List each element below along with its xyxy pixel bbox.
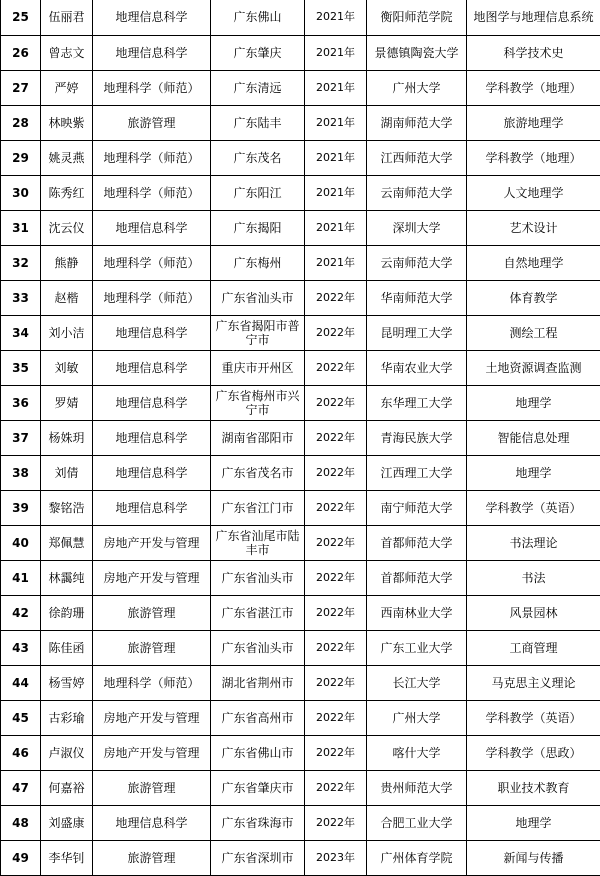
cell-name: 刘倩: [41, 455, 93, 490]
cell-origin: 广东清远: [211, 70, 305, 105]
cell-major: 房地产开发与管理: [93, 700, 211, 735]
cell-name: 陈佳函: [41, 630, 93, 665]
cell-target-major: 科学技术史: [467, 35, 600, 70]
cell-target-major: 书法: [467, 560, 600, 595]
table-row: [1, 210, 600, 245]
cell-target-major: 旅游地理学: [467, 105, 600, 140]
cell-target-major: 测绘工程: [467, 315, 600, 350]
cell-origin: 广东梅州: [211, 245, 305, 280]
cell-year: 2021年: [305, 245, 367, 280]
cell-target-major: 工商管理: [467, 630, 600, 665]
cell-year: 2021年: [305, 210, 367, 245]
cell-target-major: 风景园林: [467, 595, 600, 630]
cell-origin: 广东省高州市: [211, 700, 305, 735]
cell-number: 40: [1, 525, 41, 560]
table-row: [1, 350, 600, 385]
cell-major: 地理信息科学: [93, 0, 211, 35]
cell-school: 长江大学: [367, 665, 467, 700]
cell-year: 2022年: [305, 595, 367, 630]
cell-name: 刘盛康: [41, 805, 93, 840]
table-row: [1, 805, 600, 840]
cell-name: 罗婧: [41, 385, 93, 420]
cell-target-major: 人文地理学: [467, 175, 600, 210]
cell-number: 30: [1, 175, 41, 210]
cell-year: 2022年: [305, 315, 367, 350]
table-row: [1, 245, 600, 280]
cell-name: 沈云仪: [41, 210, 93, 245]
cell-major: 地理科学（师范）: [93, 280, 211, 315]
cell-number: 35: [1, 350, 41, 385]
cell-name: 伍丽君: [41, 0, 93, 35]
table-row: [1, 840, 600, 875]
cell-origin: 广东揭阳: [211, 210, 305, 245]
table-row: [1, 630, 600, 665]
cell-school: 江西师范大学: [367, 140, 467, 175]
cell-year: 2022年: [305, 700, 367, 735]
cell-major: 旅游管理: [93, 630, 211, 665]
cell-number: 42: [1, 595, 41, 630]
cell-major: 地理信息科学: [93, 455, 211, 490]
cell-year: 2022年: [305, 525, 367, 560]
cell-name: 杨姝玥: [41, 420, 93, 455]
cell-origin: 广东省汕头市: [211, 630, 305, 665]
cell-school: 广州体育学院: [367, 840, 467, 875]
cell-number: 27: [1, 70, 41, 105]
cell-target-major: 地理学: [467, 455, 600, 490]
cell-major: 旅游管理: [93, 770, 211, 805]
cell-year: 2021年: [305, 35, 367, 70]
cell-school: 西南林业大学: [367, 595, 467, 630]
cell-target-major: 土地资源调查监测: [467, 350, 600, 385]
cell-origin: 广东肇庆: [211, 35, 305, 70]
cell-number: 46: [1, 735, 41, 770]
cell-year: 2022年: [305, 770, 367, 805]
cell-major: 地理信息科学: [93, 315, 211, 350]
cell-major: 地理信息科学: [93, 490, 211, 525]
cell-major: 旅游管理: [93, 840, 211, 875]
table-row: [1, 35, 600, 70]
cell-name: 姚灵燕: [41, 140, 93, 175]
cell-number: 31: [1, 210, 41, 245]
table-row: [1, 420, 600, 455]
cell-school: 东华理工大学: [367, 385, 467, 420]
cell-major: 地理信息科学: [93, 210, 211, 245]
cell-major: 地理科学（师范）: [93, 140, 211, 175]
cell-number: 25: [1, 0, 41, 35]
cell-target-major: 学科教学（地理）: [467, 70, 600, 105]
cell-school: 华南师范大学: [367, 280, 467, 315]
cell-name: 熊静: [41, 245, 93, 280]
cell-major: 旅游管理: [93, 105, 211, 140]
cell-school: 贵州师范大学: [367, 770, 467, 805]
cell-number: 48: [1, 805, 41, 840]
cell-major: 地理信息科学: [93, 350, 211, 385]
cell-school: 云南师范大学: [367, 245, 467, 280]
table-row: [1, 175, 600, 210]
cell-major: 旅游管理: [93, 595, 211, 630]
cell-major: 地理信息科学: [93, 420, 211, 455]
cell-origin: 广东省茂名市: [211, 455, 305, 490]
cell-year: 2022年: [305, 455, 367, 490]
cell-year: 2021年: [305, 175, 367, 210]
cell-target-major: 学科教学（思政）: [467, 735, 600, 770]
cell-school: 昆明理工大学: [367, 315, 467, 350]
cell-major: 房地产开发与管理: [93, 525, 211, 560]
cell-target-major: 智能信息处理: [467, 420, 600, 455]
cell-year: 2023年: [305, 840, 367, 875]
cell-number: 47: [1, 770, 41, 805]
cell-origin: 湖北省荆州市: [211, 665, 305, 700]
cell-year: 2022年: [305, 420, 367, 455]
cell-major: 房地产开发与管理: [93, 560, 211, 595]
table-row: [1, 455, 600, 490]
cell-school: 合肥工业大学: [367, 805, 467, 840]
cell-school: 江西理工大学: [367, 455, 467, 490]
cell-name: 刘敏: [41, 350, 93, 385]
cell-name: 卢淑仪: [41, 735, 93, 770]
cell-school: 云南师范大学: [367, 175, 467, 210]
cell-target-major: 地理学: [467, 805, 600, 840]
cell-year: 2022年: [305, 665, 367, 700]
cell-school: 喀什大学: [367, 735, 467, 770]
cell-target-major: 自然地理学: [467, 245, 600, 280]
cell-number: 44: [1, 665, 41, 700]
cell-school: 广州大学: [367, 70, 467, 105]
cell-origin: 广东省湛江市: [211, 595, 305, 630]
cell-school: 广东工业大学: [367, 630, 467, 665]
cell-number: 29: [1, 140, 41, 175]
cell-origin: 广东省珠海市: [211, 805, 305, 840]
table-row: [1, 315, 600, 350]
cell-target-major: 体育教学: [467, 280, 600, 315]
cell-year: 2022年: [305, 805, 367, 840]
table-row: [1, 770, 600, 805]
cell-name: 林映紫: [41, 105, 93, 140]
cell-target-major: 艺术设计: [467, 210, 600, 245]
cell-target-major: 地图学与地理信息系统: [467, 0, 600, 35]
cell-origin: 广东省江门市: [211, 490, 305, 525]
cell-name: 李华钊: [41, 840, 93, 875]
cell-year: 2022年: [305, 350, 367, 385]
cell-year: 2021年: [305, 105, 367, 140]
cell-target-major: 马克思主义理论: [467, 665, 600, 700]
cell-origin: 广东省汕尾市陆丰市: [211, 525, 305, 560]
cell-origin: 广东省汕头市: [211, 560, 305, 595]
cell-school: 广州大学: [367, 700, 467, 735]
table-body: [1, 0, 600, 875]
table-row: [1, 700, 600, 735]
cell-number: 41: [1, 560, 41, 595]
cell-major: 地理科学（师范）: [93, 175, 211, 210]
cell-name: 何嘉裕: [41, 770, 93, 805]
table-row: [1, 525, 600, 560]
cell-number: 43: [1, 630, 41, 665]
cell-year: 2022年: [305, 385, 367, 420]
cell-number: 28: [1, 105, 41, 140]
cell-target-major: 学科教学（英语）: [467, 700, 600, 735]
table-row: [1, 595, 600, 630]
cell-school: 衡阳师范学院: [367, 0, 467, 35]
cell-target-major: 地理学: [467, 385, 600, 420]
cell-origin: 广东佛山: [211, 0, 305, 35]
cell-major: 地理科学（师范）: [93, 70, 211, 105]
cell-origin: 广东省深圳市: [211, 840, 305, 875]
cell-origin: 广东茂名: [211, 140, 305, 175]
table-row: [1, 0, 600, 35]
cell-school: 湖南师范大学: [367, 105, 467, 140]
cell-origin: 重庆市开州区: [211, 350, 305, 385]
cell-origin: 广东省揭阳市普宁市: [211, 315, 305, 350]
cell-year: 2022年: [305, 735, 367, 770]
cell-name: 黎铭浩: [41, 490, 93, 525]
cell-major: 地理信息科学: [93, 35, 211, 70]
cell-school: 南宁师范大学: [367, 490, 467, 525]
table-row: [1, 665, 600, 700]
cell-year: 2021年: [305, 70, 367, 105]
table-row: [1, 560, 600, 595]
cell-target-major: 新闻与传播: [467, 840, 600, 875]
cell-major: 房地产开发与管理: [93, 735, 211, 770]
cell-origin: 广东省梅州市兴宁市: [211, 385, 305, 420]
cell-name: 刘小洁: [41, 315, 93, 350]
cell-number: 26: [1, 35, 41, 70]
cell-year: 2022年: [305, 560, 367, 595]
cell-name: 陈秀红: [41, 175, 93, 210]
cell-name: 徐韵珊: [41, 595, 93, 630]
cell-year: 2022年: [305, 490, 367, 525]
cell-number: 39: [1, 490, 41, 525]
table-row: [1, 280, 600, 315]
cell-name: 郑佩慧: [41, 525, 93, 560]
cell-major: 地理科学（师范）: [93, 245, 211, 280]
cell-name: 古彩瑜: [41, 700, 93, 735]
cell-number: 33: [1, 280, 41, 315]
cell-name: 林靄纯: [41, 560, 93, 595]
cell-year: 2021年: [305, 140, 367, 175]
cell-origin: 广东省汕头市: [211, 280, 305, 315]
cell-name: 杨雪婷: [41, 665, 93, 700]
cell-school: 青海民族大学: [367, 420, 467, 455]
cell-school: 首都师范大学: [367, 525, 467, 560]
cell-number: 34: [1, 315, 41, 350]
cell-year: 2022年: [305, 630, 367, 665]
cell-number: 32: [1, 245, 41, 280]
cell-origin: 广东陆丰: [211, 105, 305, 140]
cell-year: 2021年: [305, 0, 367, 35]
cell-number: 45: [1, 700, 41, 735]
cell-origin: 广东阳江: [211, 175, 305, 210]
table-row: [1, 490, 600, 525]
cell-name: 严婷: [41, 70, 93, 105]
cell-school: 首都师范大学: [367, 560, 467, 595]
cell-target-major: 职业技术教育: [467, 770, 600, 805]
cell-number: 36: [1, 385, 41, 420]
cell-number: 38: [1, 455, 41, 490]
cell-target-major: 学科教学（地理）: [467, 140, 600, 175]
table-row: [1, 735, 600, 770]
cell-major: 地理科学（师范）: [93, 665, 211, 700]
table-row: [1, 385, 600, 420]
cell-target-major: 学科教学（英语）: [467, 490, 600, 525]
cell-school: 景德镇陶瓷大学: [367, 35, 467, 70]
cell-name: 赵楷: [41, 280, 93, 315]
cell-target-major: 书法理论: [467, 525, 600, 560]
cell-major: 地理信息科学: [93, 805, 211, 840]
table-row: [1, 105, 600, 140]
cell-school: 深圳大学: [367, 210, 467, 245]
cell-school: 华南农业大学: [367, 350, 467, 385]
cell-number: 37: [1, 420, 41, 455]
table-row: [1, 140, 600, 175]
table-row: [1, 70, 600, 105]
cell-name: 曾志文: [41, 35, 93, 70]
cell-year: 2022年: [305, 280, 367, 315]
cell-number: 49: [1, 840, 41, 875]
cell-origin: 广东省佛山市: [211, 735, 305, 770]
cell-origin: 湖南省邵阳市: [211, 420, 305, 455]
cell-origin: 广东省肇庆市: [211, 770, 305, 805]
cell-major: 地理信息科学: [93, 385, 211, 420]
